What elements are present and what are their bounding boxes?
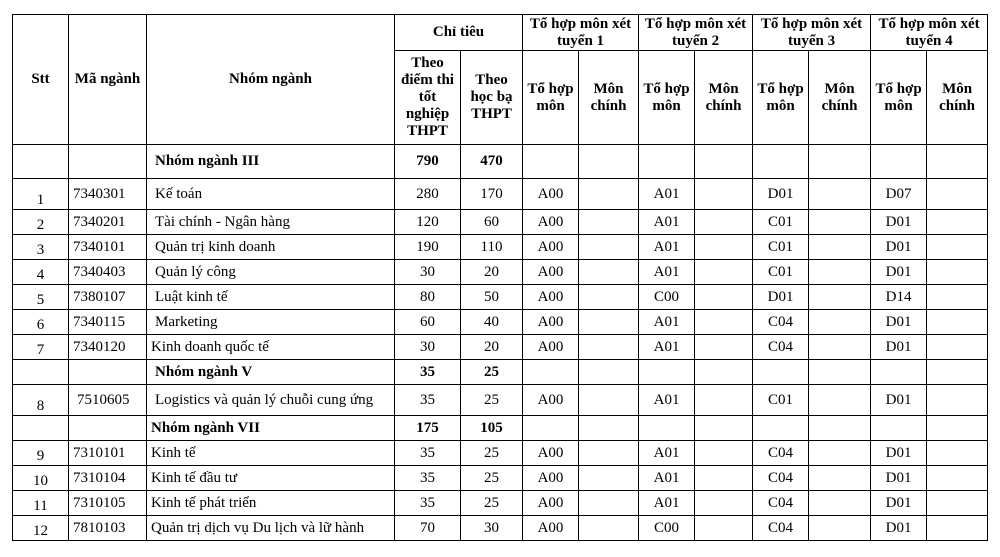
table-row (13, 260, 988, 285)
row-ma-nganh: 7810103 (69, 516, 147, 541)
row-theo-hoc-ba: 25 (461, 466, 523, 491)
header-mon-chinh-2: Môn chính (695, 51, 753, 145)
row-theo-diem: 35 (395, 466, 461, 491)
header-mon-chinh-1: Môn chính (579, 51, 639, 145)
row-to-hop-3: C04 (753, 491, 809, 516)
row-to-hop-1: A00 (523, 335, 579, 360)
group-name: Nhóm ngành V (147, 360, 395, 385)
table-row (13, 285, 988, 310)
row-stt: 3 (13, 235, 69, 260)
row-to-hop-4: D01 (871, 310, 927, 335)
row-to-hop-4: D01 (871, 466, 927, 491)
row-to-hop-3: C04 (753, 466, 809, 491)
group-row (13, 145, 988, 179)
row-stt: 5 (13, 285, 69, 310)
row-to-hop-3: C04 (753, 441, 809, 466)
header-to-hop-3: Tổ hợp môn xét tuyển 3 (753, 15, 871, 51)
row-to-hop-2: C00 (639, 285, 695, 310)
row-stt: 7 (13, 335, 69, 360)
header-row-1 (13, 15, 988, 51)
row-to-hop-3: C04 (753, 516, 809, 541)
row-stt: 11 (13, 491, 69, 516)
row-to-hop-3: D01 (753, 285, 809, 310)
row-theo-diem: 60 (395, 310, 461, 335)
header-theo-diem: Theo điểm thi tốt nghiệp THPT (395, 51, 461, 145)
row-to-hop-1: A00 (523, 310, 579, 335)
row-to-hop-4: D07 (871, 179, 927, 210)
row-to-hop-3: C01 (753, 385, 809, 416)
row-ten-nganh: Quản lý công (147, 260, 395, 285)
row-stt: 1 (13, 179, 69, 210)
row-to-hop-2: A01 (639, 491, 695, 516)
row-ma-nganh: 7310104 (69, 466, 147, 491)
row-to-hop-1: A00 (523, 441, 579, 466)
row-theo-hoc-ba: 170 (461, 179, 523, 210)
row-to-hop-3: D01 (753, 179, 809, 210)
header-mon-chinh-3: Môn chính (809, 51, 871, 145)
row-to-hop-3: C01 (753, 260, 809, 285)
row-ten-nganh: Quản trị kinh doanh (147, 235, 395, 260)
row-theo-hoc-ba: 25 (461, 385, 523, 416)
header-to-hop-2: Tổ hợp môn xét tuyển 2 (639, 15, 753, 51)
row-to-hop-4: D01 (871, 235, 927, 260)
row-ten-nganh: Marketing (147, 310, 395, 335)
row-to-hop-2: C00 (639, 516, 695, 541)
row-to-hop-2: A01 (639, 260, 695, 285)
header-stt: Stt (13, 15, 69, 145)
row-theo-diem: 280 (395, 179, 461, 210)
table-row (13, 491, 988, 516)
row-ten-nganh: Luật kinh tế (147, 285, 395, 310)
group-theo-diem: 790 (395, 145, 461, 179)
row-theo-diem: 70 (395, 516, 461, 541)
header-chi-tieu: Chỉ tiêu (395, 15, 523, 51)
group-theo-hoc-ba: 105 (461, 416, 523, 441)
row-theo-hoc-ba: 25 (461, 441, 523, 466)
row-to-hop-2: A01 (639, 235, 695, 260)
row-ma-nganh: 7340115 (69, 310, 147, 335)
row-to-hop-4: D01 (871, 491, 927, 516)
row-to-hop-4: D01 (871, 441, 927, 466)
header-ma-nganh: Mã ngành (69, 15, 147, 145)
row-theo-hoc-ba: 60 (461, 210, 523, 235)
row-ten-nganh: Kế toán (147, 179, 395, 210)
row-to-hop-3: C04 (753, 310, 809, 335)
header-nhom-nganh: Nhóm ngành (147, 15, 395, 145)
row-to-hop-2: A01 (639, 385, 695, 416)
row-theo-hoc-ba: 25 (461, 491, 523, 516)
group-name: Nhóm ngành III (147, 145, 395, 179)
table-row (13, 441, 988, 466)
row-to-hop-1: A00 (523, 235, 579, 260)
admission-table (12, 14, 988, 541)
table-row (13, 235, 988, 260)
row-stt: 9 (13, 441, 69, 466)
row-theo-diem: 120 (395, 210, 461, 235)
row-to-hop-1: A00 (523, 516, 579, 541)
row-to-hop-4: D01 (871, 385, 927, 416)
group-theo-hoc-ba: 470 (461, 145, 523, 179)
row-ma-nganh: 7310105 (69, 491, 147, 516)
header-mon-chinh-4: Môn chính (927, 51, 988, 145)
row-stt: 2 (13, 210, 69, 235)
row-to-hop-1: A00 (523, 260, 579, 285)
table-row (13, 310, 988, 335)
row-ma-nganh: 7510605 (69, 385, 147, 416)
header-to-hop-mon-4: Tổ hợp môn (871, 51, 927, 145)
header-to-hop-mon-3: Tổ hợp môn (753, 51, 809, 145)
row-ten-nganh: Quản trị dịch vụ Du lịch và lữ hành (147, 516, 395, 541)
row-to-hop-4: D01 (871, 516, 927, 541)
group-name: Nhóm ngành VII (147, 416, 395, 441)
row-to-hop-2: A01 (639, 441, 695, 466)
row-ma-nganh: 7340201 (69, 210, 147, 235)
table-row (13, 210, 988, 235)
row-stt: 8 (13, 385, 69, 416)
header-to-hop-1: Tổ hợp môn xét tuyển 1 (523, 15, 639, 51)
row-ten-nganh: Tài chính - Ngân hàng (147, 210, 395, 235)
row-to-hop-2: A01 (639, 310, 695, 335)
header-to-hop-4: Tổ hợp môn xét tuyển 4 (871, 15, 988, 51)
row-ma-nganh: 7340301 (69, 179, 147, 210)
row-theo-diem: 35 (395, 491, 461, 516)
row-theo-hoc-ba: 20 (461, 260, 523, 285)
row-to-hop-1: A00 (523, 466, 579, 491)
row-ma-nganh: 7340101 (69, 235, 147, 260)
group-row (13, 416, 988, 441)
row-theo-hoc-ba: 40 (461, 310, 523, 335)
row-theo-diem: 30 (395, 335, 461, 360)
group-theo-diem: 35 (395, 360, 461, 385)
row-ma-nganh: 7340120 (69, 335, 147, 360)
row-ten-nganh: Logistics và quản lý chuỗi cung ứng (147, 385, 395, 416)
row-to-hop-3: C01 (753, 235, 809, 260)
group-row (13, 360, 988, 385)
table-row (13, 385, 988, 416)
row-ten-nganh: Kinh tế (147, 441, 395, 466)
row-stt: 10 (13, 466, 69, 491)
group-theo-diem: 175 (395, 416, 461, 441)
row-to-hop-3: C04 (753, 335, 809, 360)
row-to-hop-1: A00 (523, 179, 579, 210)
row-stt: 4 (13, 260, 69, 285)
header-to-hop-mon-1: Tổ hợp môn (523, 51, 579, 145)
row-to-hop-2: A01 (639, 210, 695, 235)
table-row (13, 466, 988, 491)
row-theo-diem: 35 (395, 385, 461, 416)
row-ma-nganh: 7380107 (69, 285, 147, 310)
row-theo-hoc-ba: 110 (461, 235, 523, 260)
row-theo-hoc-ba: 20 (461, 335, 523, 360)
row-theo-diem: 35 (395, 441, 461, 466)
table-row (13, 335, 988, 360)
row-ten-nganh: Kinh tế phát triển (147, 491, 395, 516)
group-theo-hoc-ba: 25 (461, 360, 523, 385)
row-to-hop-1: A00 (523, 210, 579, 235)
row-theo-diem: 190 (395, 235, 461, 260)
row-to-hop-4: D14 (871, 285, 927, 310)
row-stt: 12 (13, 516, 69, 541)
row-stt: 6 (13, 310, 69, 335)
row-ten-nganh: Kinh doanh quốc tế (147, 335, 395, 360)
row-theo-diem: 30 (395, 260, 461, 285)
table-row (13, 179, 988, 210)
row-to-hop-4: D01 (871, 335, 927, 360)
row-ma-nganh: 7310101 (69, 441, 147, 466)
row-ma-nganh: 7340403 (69, 260, 147, 285)
row-to-hop-4: D01 (871, 210, 927, 235)
row-theo-hoc-ba: 30 (461, 516, 523, 541)
row-to-hop-1: A00 (523, 285, 579, 310)
row-to-hop-2: A01 (639, 335, 695, 360)
row-to-hop-1: A00 (523, 385, 579, 416)
row-to-hop-3: C01 (753, 210, 809, 235)
row-theo-hoc-ba: 50 (461, 285, 523, 310)
header-to-hop-mon-2: Tổ hợp môn (639, 51, 695, 145)
header-theo-hoc-ba: Theo học bạ THPT (461, 51, 523, 145)
row-ten-nganh: Kinh tế đầu tư (147, 466, 395, 491)
row-theo-diem: 80 (395, 285, 461, 310)
row-to-hop-2: A01 (639, 466, 695, 491)
row-to-hop-1: A00 (523, 491, 579, 516)
table-row (13, 516, 988, 541)
row-to-hop-2: A01 (639, 179, 695, 210)
row-to-hop-4: D01 (871, 260, 927, 285)
